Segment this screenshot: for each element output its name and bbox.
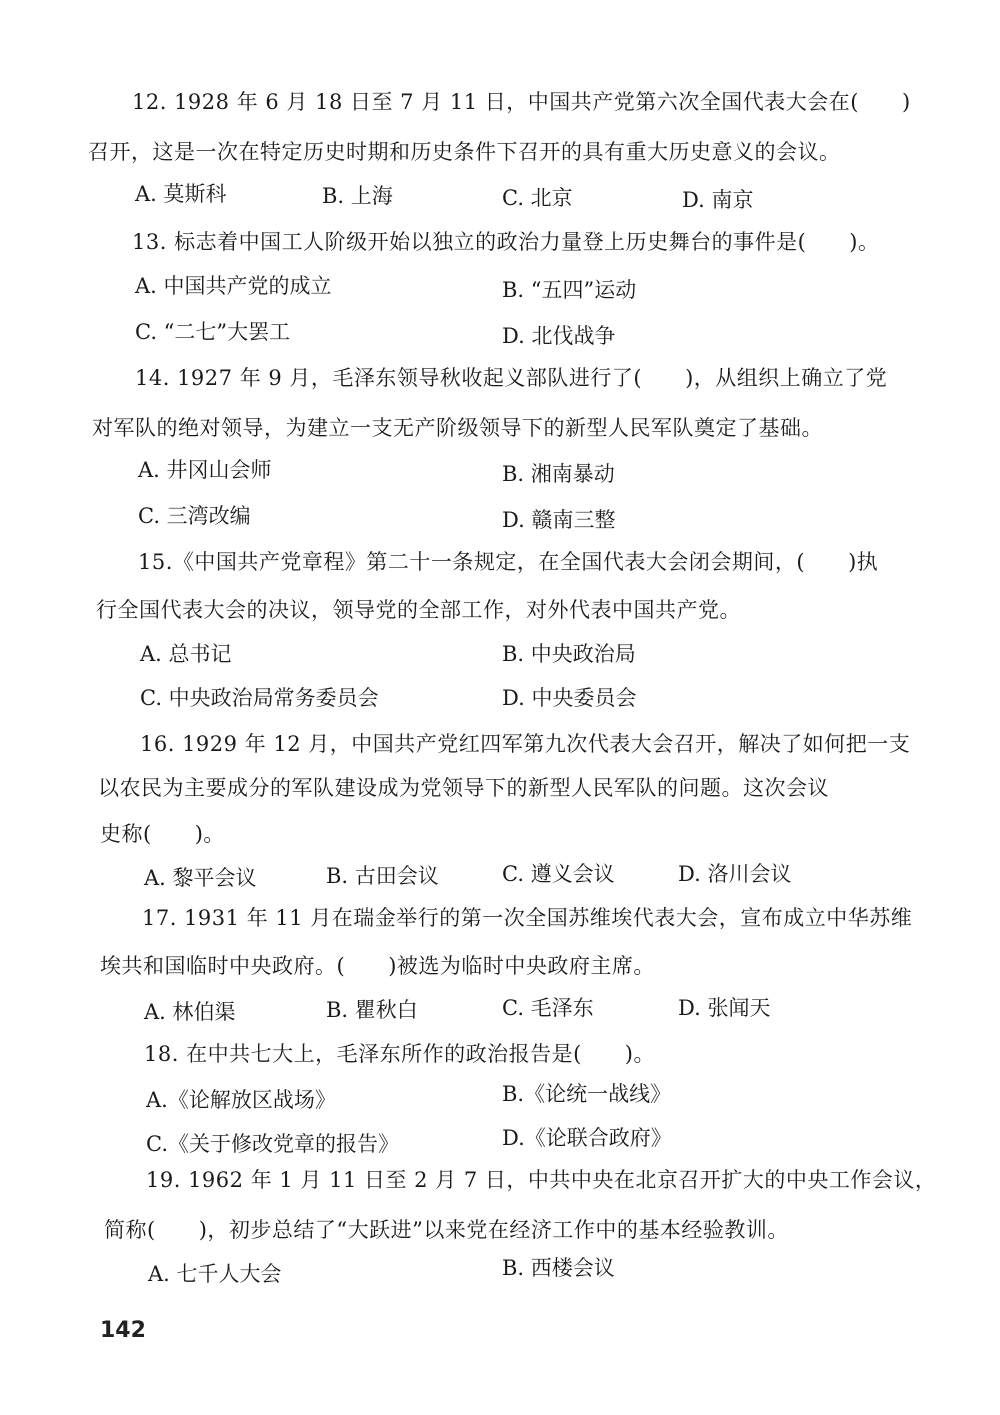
question-12-option-a: A. 莫斯科 xyxy=(135,182,227,206)
question-18-option-d: D.《论联合政府》 xyxy=(502,1126,672,1150)
question-12-option-d: D. 南京 xyxy=(682,188,754,212)
question-18-line-1: 18. 在中共七大上，毛泽东所作的政治报告是( )。 xyxy=(144,1042,655,1066)
question-16-option-b: B. 古田会议 xyxy=(326,864,439,888)
question-12-line-1: 12. 1928 年 6 月 18 日至 7 月 11 日，中国共产党第六次全国代表大会在( ) xyxy=(132,90,911,114)
question-18-option-b: B.《论统一战线》 xyxy=(502,1082,672,1106)
page-number: 142 xyxy=(100,1318,146,1343)
question-16-line-1: 16. 1929 年 12 月，中国共产党红四军第九次代表大会召开，解决了如何把一支 xyxy=(140,732,911,756)
question-15-line-1: 15.《中国共产党章程》第二十一条规定，在全国代表大会闭会期间，( )执 xyxy=(138,550,879,574)
question-14-line-1: 14. 1927 年 9 月，毛泽东领导秋收起义部队进行了( )，从组织上确立了党 xyxy=(135,366,888,390)
question-12-option-c: C. 北京 xyxy=(502,186,573,210)
question-17-option-c: C. 毛泽东 xyxy=(502,996,594,1020)
question-15-option-b: B. 中央政治局 xyxy=(502,642,636,666)
question-13-option-b: B. “五四”运动 xyxy=(502,278,637,302)
question-17-option-a: A. 林伯渠 xyxy=(144,1000,236,1024)
question-16-line-2: 以农民为主要成分的军队建设成为党领导下的新型人民军队的问题。这次会议 xyxy=(98,776,829,800)
question-15-option-c: C. 中央政治局常务委员会 xyxy=(140,686,379,710)
question-15-option-d: D. 中央委员会 xyxy=(502,686,637,710)
question-14-option-c: C. 三湾改编 xyxy=(138,504,251,528)
question-17-option-b: B. 瞿秋白 xyxy=(326,998,418,1022)
question-15-option-a: A. 总书记 xyxy=(140,642,232,666)
question-19-option-b: B. 西楼会议 xyxy=(502,1256,615,1280)
question-13-option-c: C. “二七”大罢工 xyxy=(135,320,291,344)
question-19-option-a: A. 七千人大会 xyxy=(148,1262,282,1286)
question-14-option-b: B. 湘南暴动 xyxy=(502,462,615,486)
question-13-line-1: 13. 标志着中国工人阶级开始以独立的政治力量登上历史舞台的事件是( )。 xyxy=(132,230,880,254)
question-12-option-b: B. 上海 xyxy=(322,184,393,208)
question-18-option-c: C.《关于修改党章的报告》 xyxy=(146,1132,399,1156)
question-18-option-a: A.《论解放区战场》 xyxy=(146,1088,336,1112)
question-14-option-d: D. 赣南三整 xyxy=(502,508,616,532)
question-13-option-a: A. 中国共产党的成立 xyxy=(135,274,332,298)
question-16-option-a: A. 黎平会议 xyxy=(144,866,257,890)
question-19-line-2: 简称( )，初步总结了“大跃进”以来党在经济工作中的基本经验教训。 xyxy=(104,1218,789,1242)
question-17-line-2: 埃共和国临时中央政府。( )被选为临时中央政府主席。 xyxy=(100,954,655,978)
question-15-line-2: 行全国代表大会的决议，领导党的全部工作，对外代表中国共产党。 xyxy=(96,598,741,622)
question-14-option-a: A. 井冈山会师 xyxy=(138,458,272,482)
question-14-line-2: 对军队的绝对领导，为建立一支无产阶级领导下的新型人民军队奠定了基础。 xyxy=(92,416,823,440)
question-16-option-d: D. 洛川会议 xyxy=(678,862,792,886)
question-13-option-d: D. 北伐战争 xyxy=(502,324,616,348)
question-12-line-2: 召开，这是一次在特定历史时期和历史条件下召开的具有重大历史意义的会议。 xyxy=(88,140,841,164)
question-17-line-1: 17. 1931 年 11 月在瑞金举行的第一次全国苏维埃代表大会，宣布成立中华苏维 xyxy=(142,906,913,930)
question-16-option-c: C. 遵义会议 xyxy=(502,862,615,886)
question-19-line-1: 19. 1962 年 1 月 11 日至 2 月 7 日，中共中央在北京召开扩大的中央工作会议， xyxy=(146,1168,937,1192)
question-16-line-3: 史称( )。 xyxy=(100,822,225,846)
question-17-option-d: D. 张闻天 xyxy=(678,996,771,1020)
